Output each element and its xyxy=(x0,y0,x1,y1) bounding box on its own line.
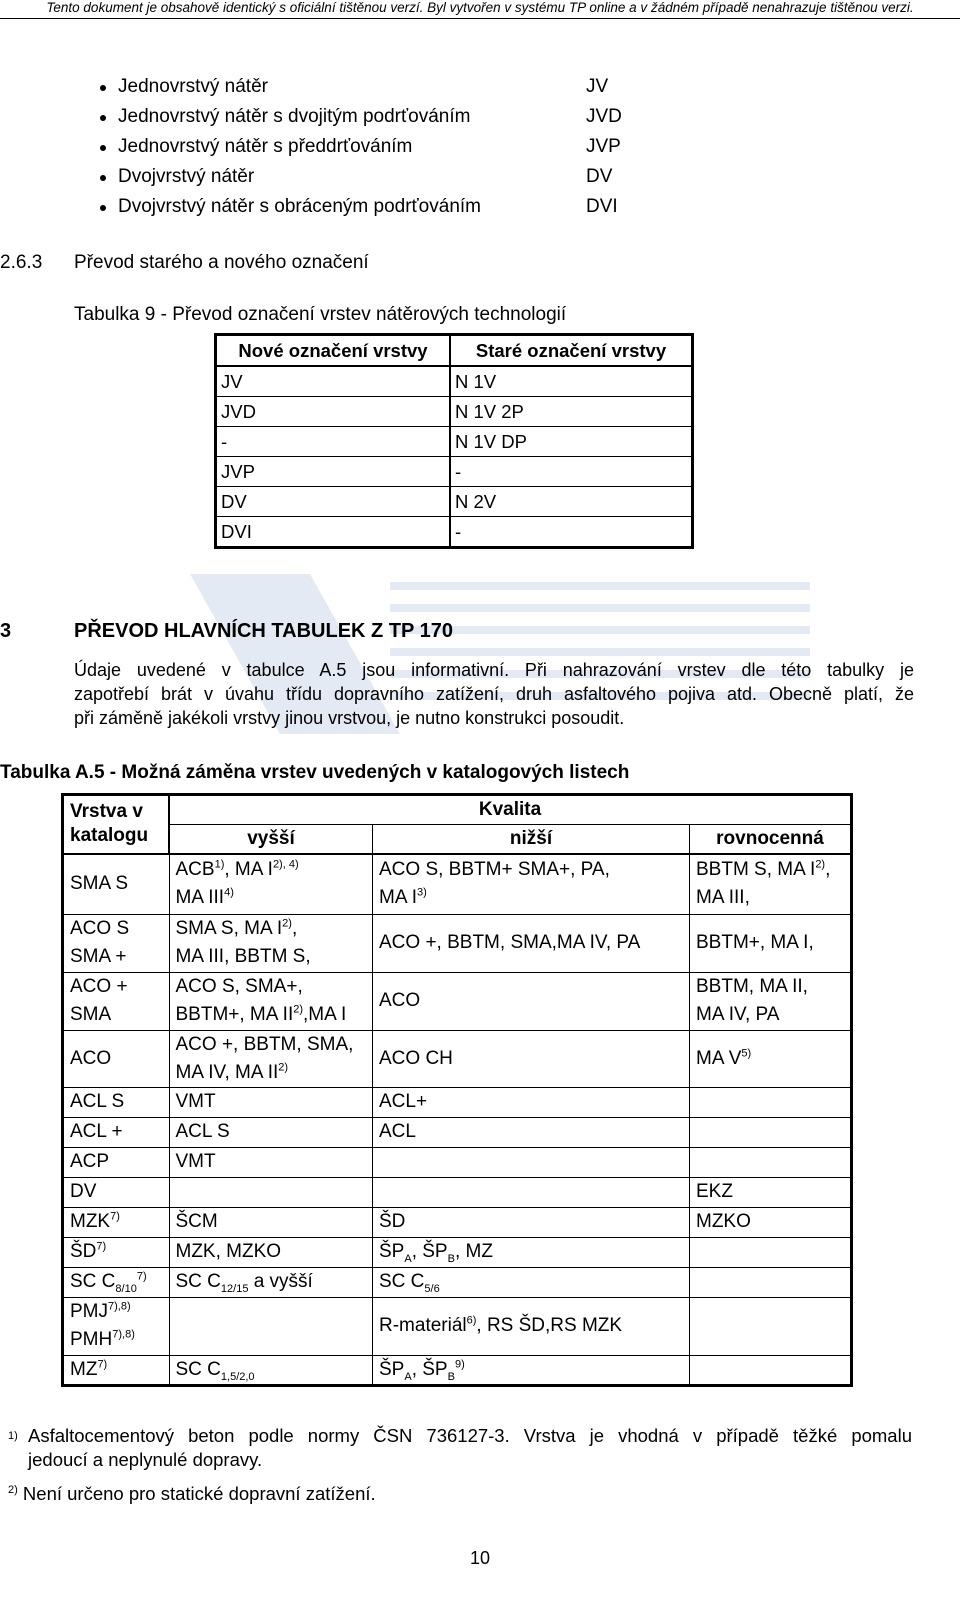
table-row: JVD N 1V 2P xyxy=(216,397,693,427)
header-rule xyxy=(0,18,960,19)
table-header-row xyxy=(63,795,852,825)
table-header-row: vyšší nižší rovnocenná xyxy=(63,825,852,855)
list-item: Dvojvrstvý nátěr DV xyxy=(100,162,660,192)
table-row: ACO ACO +, BBTM, SMA, MA IV, MA II$^{2)}$ ACO CH MA $V^{5)}$ xyxy=(63,1030,852,1087)
table-header-row: Nové označení vrstvy Staré označení vrstvy xyxy=(216,335,693,367)
table-row: ACO S SMA + SMA S, MA $I^{2)}$, MA III, BBTM S, ACO +, BBTM, SMA,MA IV, PA BBTM+, MA I, xyxy=(63,914,852,972)
table-row: ŠD$^{7)}$ MZK, MZKO $ŠP_A$, $ŠP_B$, MZ xyxy=(63,1237,852,1267)
table-row: DV EKZ xyxy=(63,1177,852,1207)
table-row: $PMJ^{7),8)}$ $PMH^{7),8)}$ R-materiál$^{6)}$, RS ŠD,RS MZK xyxy=(63,1297,852,1355)
footnote-2: $^{2)}$ Není určeno pro statické dopravní zatížení. xyxy=(8,1483,376,1505)
table-row: DVI - xyxy=(216,517,693,548)
bullet-icon xyxy=(100,175,106,181)
header-quality: Kvalita xyxy=(169,795,852,825)
page-number: 10 xyxy=(469,1548,491,1568)
table-row: SC $C_{8/10}^{7)}$ SC $C_{12/15}$ a vyšší SC $C_{5/6}$ xyxy=(63,1267,852,1297)
table-row: SMA S ACB$^{1)}$, MA $I^{2), 4)}$ MA III$^{4)}$ ACO S, BBTM+ SMA+, PA, MA $I^{3)}$ BBTM S, MA $I^{2)}$, MA III, xyxy=(63,854,852,914)
table-row: ACL + ACL S ACL xyxy=(63,1117,852,1147)
table-row: MZK$^{7)}$ ŠCM ŠD MZKO xyxy=(63,1207,852,1237)
table-row: ACO + SMA ACO S, SMA+, BBTM+, MA II$^{2)}$,MA I ACO BBTM, MA II, MA IV, PA xyxy=(63,972,852,1030)
list-item: Jednovrstvý nátěr s předdrťováním JVP xyxy=(100,132,660,162)
footnote-1: $^{1)}$ Asfaltocementový beton podle normy ČSN 736127-3. Vrstva je vhodná v případě těžké pomalu jedoucí a neplynulé dopravy. xyxy=(8,1425,912,1470)
list-item: Jednovrstvý nátěr s dvojitým podrťováním JVD xyxy=(100,102,660,132)
list-item: Dvojvrstvý nátěr s obráceným podrťováním DVI xyxy=(100,192,660,222)
table9-caption: Tabulka 9 - Převod označení vrstev nátěrových technologií xyxy=(74,304,567,325)
table9 xyxy=(214,333,694,549)
chapter-paragraph: Údaje uvedené v tabulce A.5 jsou informativní. Při nahrazování vrstev dle této tabulky je zapotřebí brát v úvahu třídu dopravního zatížení, druh asfaltového pojiva atd. Obecně platí, že při záměně jakékoli vrstvy jinou vrstvou, je nutno konstrukci posoudit. xyxy=(74,660,914,728)
header-layer: Vrstva v katalogu xyxy=(63,795,170,855)
tableA5 xyxy=(61,793,853,1387)
table-row: DV N 2V xyxy=(216,487,693,517)
bullet-icon xyxy=(100,145,106,151)
tableA5-caption: Tabulka A.5 - Možná záměna vrstev uvedených v katalogových listech xyxy=(0,762,630,783)
bullet-icon xyxy=(100,205,106,211)
list-item: Jednovrstvý nátěr JV xyxy=(100,72,660,102)
table-row: MZ$^{7)}$ SC $C_{1,5/2,0}$ $ŠP_A$, $ŠP_B^{9)}$ xyxy=(63,1355,852,1385)
bullet-icon xyxy=(100,115,106,121)
table-row: - N 1V DP xyxy=(216,427,693,457)
table-row: JV N 1V xyxy=(216,366,693,397)
table-row: ACL S VMT ACL+ xyxy=(63,1087,852,1117)
treatment-type-list xyxy=(100,72,660,222)
document-disclaimer: Tento dokument je obsahově identický s oficiální tištěnou verzí. Byl vytvořen v systému TP online a v žádném případě nenahrazuje tištěnou verzi. xyxy=(46,0,914,15)
table-row: ACP VMT xyxy=(63,1147,852,1177)
table-row: JVP - xyxy=(216,457,693,487)
bullet-icon xyxy=(100,85,106,91)
